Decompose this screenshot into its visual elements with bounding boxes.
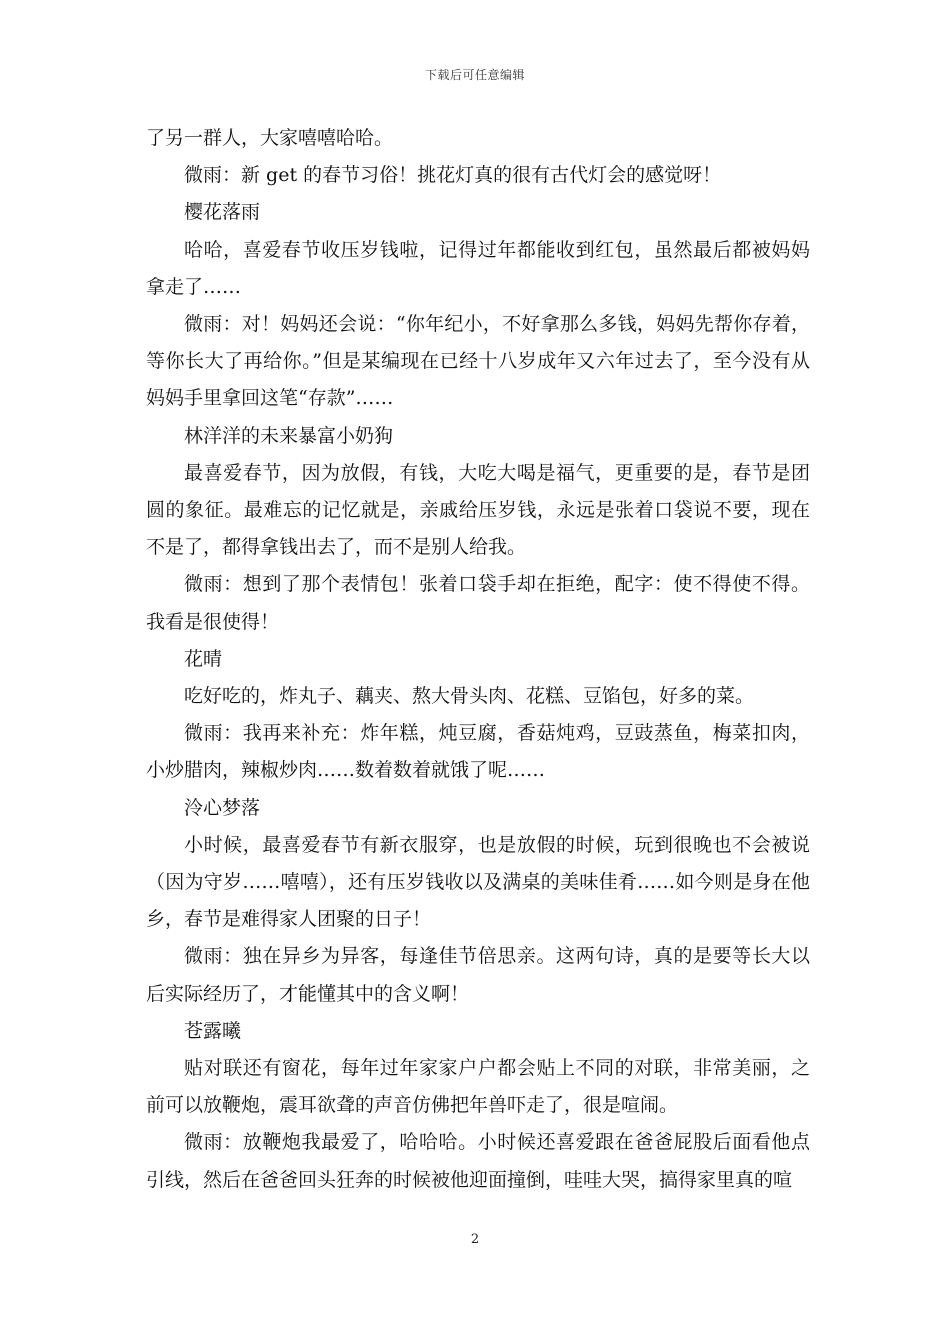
paragraph-author: 林洋洋的未来暴富小奶狗 — [184, 424, 394, 447]
paragraph-comment: 最喜爱春节，因为放假，有钱，大吃大喝是福气，更重要的是，春节是团圆的象征。最难忘的记忆就是，亲戚给压岁钱，永远是张着口袋说不要，现在不是了，都得拿钱出去了，而不是别人给我。 — [146, 461, 810, 559]
paragraph-author: 泠心梦落 — [184, 796, 261, 819]
paragraph-author: 苍露曦 — [184, 1019, 242, 1042]
paragraph-comment: 吃好吃的，炸丸子、藕夹、熬大骨头肉、花糕、豆馅包，好多的菜。 — [184, 685, 755, 708]
page-header: 下载后可任意编辑 — [424, 68, 525, 82]
paragraph-reply: 微雨：独在异乡为异客，每逢佳节倍思亲。这两句诗，真的是要等长大以后实际经历了，才能懂其中的含义啊！ — [146, 945, 810, 1005]
paragraph-continuation: 了另一群人，大家嘻嘻哈哈。 — [146, 127, 394, 149]
paragraph-author: 樱花落雨 — [184, 201, 261, 224]
paragraph-comment: 小时候，最喜爱春节有新衣服穿，也是放假的时候，玩到很晚也不会被说（因为守岁……嘻嘻），还有压岁钱收以及满桌的美味佳肴……如今则是身在他乡，春节是难得家人团聚的日子！ — [146, 833, 810, 931]
paragraph-comment: 哈哈，喜爱春节收压岁钱啦，记得过年都能收到红包，虽然最后都被妈妈拿走了…… — [146, 238, 810, 298]
paragraph-reply: 微雨：我再来补充：炸年糕，炖豆腐，香菇炖鸡，豆豉蒸鱼，梅菜扣肉，小炒腊肉，辣椒炒肉……数着数着就饿了呢…… — [146, 722, 810, 782]
paragraph-author: 花晴 — [184, 647, 223, 670]
paragraph-reply: 微雨：想到了那个表情包！张着口袋手却在拒绝，配字：使不得使不得。我看是很使得！ — [146, 573, 810, 633]
paragraph-reply: 微雨：放鞭炮我最爱了，哈哈哈。小时候还喜爱跟在爸爸屁股后面看他点引线，然后在爸爸回头狂奔的时候被他迎面撞倒，哇哇大哭，搞得家里真的喧 — [146, 1131, 810, 1191]
page-number: 2 — [470, 1232, 480, 1247]
paragraph-comment: 贴对联还有窗花，每年过年家家户户都会贴上不同的对联，非常美丽，之前可以放鞭炮，震耳欲聋的声音仿佛把年兽吓走了，很是喧闹。 — [146, 1057, 810, 1117]
paragraph-reply: 微雨：新 get 的春节习俗！挑花灯真的很有古代灯会的感觉呀！ — [184, 164, 722, 187]
paragraph-reply: 微雨：对！妈妈还会说：“你年纪小，不好拿那么多钱，妈妈先帮你存着，等你长大了再给你。”但是某编现在已经十八岁成年又六年过去了，至今没有从妈妈手里拿回这笔“存款”…… — [146, 313, 810, 410]
document-body — [146, 120, 810, 1199]
